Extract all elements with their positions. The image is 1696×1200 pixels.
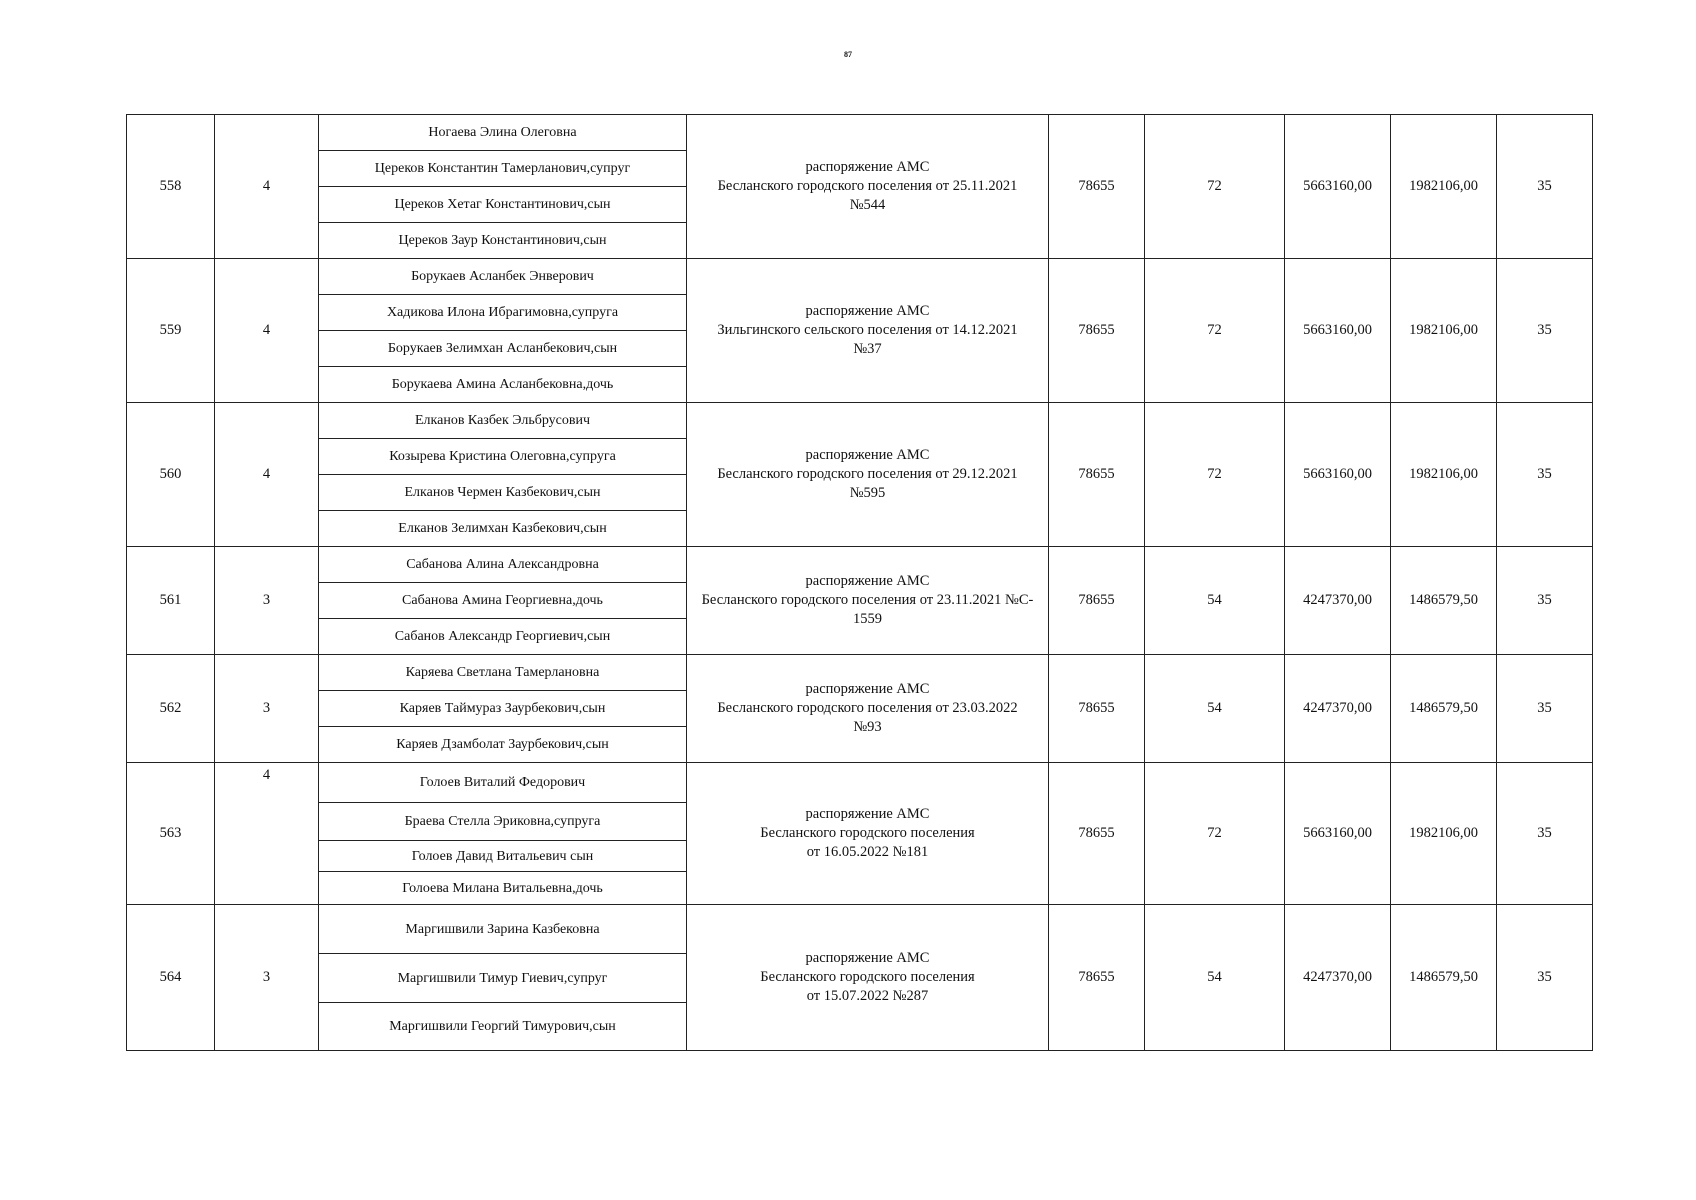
percent-cell: 35 (1497, 655, 1593, 763)
total-cost-cell: 5663160,00 (1285, 259, 1391, 403)
family-member-name: Сабанова Алина Александровна (319, 547, 687, 583)
subsidy-cell: 1982106,00 (1391, 763, 1497, 905)
row-number-cell: 558 (127, 115, 215, 259)
norm-cost-cell: 78655 (1049, 403, 1145, 547)
decree-cell (687, 259, 1049, 403)
area-cell: 72 (1145, 403, 1285, 547)
area-cell: 72 (1145, 115, 1285, 259)
row-number-cell: 564 (127, 905, 215, 1051)
member-count-cell (215, 259, 319, 403)
area-cell: 72 (1145, 259, 1285, 403)
member-count-cell (215, 763, 319, 905)
area-cell: 54 (1145, 905, 1285, 1051)
table-body (127, 115, 1593, 1051)
subsidy-cell: 1982106,00 (1391, 403, 1497, 547)
percent-cell: 35 (1497, 259, 1593, 403)
member-count-cell (215, 403, 319, 547)
area-cell: 54 (1145, 655, 1285, 763)
table-row (127, 115, 1593, 151)
decree-cell (687, 763, 1049, 905)
member-count: 3 (262, 969, 271, 985)
subsidy-cell: 1982106,00 (1391, 115, 1497, 259)
decree-cell (687, 547, 1049, 655)
decree-line: Бесланского городского поселения от 29.12.2021 (717, 466, 1018, 482)
table-row (127, 547, 1593, 583)
decree-cell (687, 905, 1049, 1051)
family-member-name: Сабанова Амина Георгиевна,дочь (319, 583, 687, 619)
decree-line: №595 (849, 485, 886, 501)
subsidy-cell: 1486579,50 (1391, 905, 1497, 1051)
total-cost-cell: 4247370,00 (1285, 905, 1391, 1051)
table-row (127, 655, 1593, 691)
family-member-name: Борукаев Зелимхан Асланбекович,сын (319, 331, 687, 367)
decree-cell (687, 115, 1049, 259)
family-member-name: Хадикова Илона Ибрагимовна,супруга (319, 295, 687, 331)
decree-cell (687, 655, 1049, 763)
family-member-name: Каряева Светлана Тамерлановна (319, 655, 687, 691)
norm-cost-cell: 78655 (1049, 115, 1145, 259)
family-member-name: Маргишвили Зарина Казбековна (319, 905, 687, 954)
family-member-name: Маргишвили Тимур Гиевич,супруг (319, 954, 687, 1003)
family-member-name: Елканов Казбек Эльбрусович (319, 403, 687, 439)
decree-line: от 15.07.2022 №287 (806, 988, 929, 1004)
decree-line: Зильгинского сельского поселения от 14.12.2021 (717, 322, 1018, 338)
family-member-name: Козырева Кристина Олеговна,супруга (319, 439, 687, 475)
norm-cost-cell: 78655 (1049, 547, 1145, 655)
norm-cost-cell: 78655 (1049, 259, 1145, 403)
total-cost-cell: 5663160,00 (1285, 115, 1391, 259)
decree-line: распоряжение АМС (805, 573, 930, 589)
decree-line: распоряжение АМС (805, 303, 930, 319)
family-member-name: Борукаева Амина Асланбековна,дочь (319, 367, 687, 403)
registry-table (126, 114, 1593, 1051)
subsidy-cell: 1486579,50 (1391, 547, 1497, 655)
table-row (127, 259, 1593, 295)
member-count: 4 (262, 466, 271, 482)
row-number-cell: 559 (127, 259, 215, 403)
family-member-name: Каряев Дзамболат Заурбекович,сын (319, 727, 687, 763)
percent-cell: 35 (1497, 547, 1593, 655)
percent-cell: 35 (1497, 403, 1593, 547)
family-member-name: Браева Стелла Эриковна,супруга (319, 803, 687, 841)
decree-line: распоряжение АМС (805, 447, 930, 463)
member-count: 3 (262, 592, 271, 608)
total-cost-cell: 5663160,00 (1285, 763, 1391, 905)
decree-line: распоряжение АМС (805, 159, 930, 175)
family-member-name: Елканов Зелимхан Казбекович,сын (319, 511, 687, 547)
member-count: 4 (262, 178, 271, 194)
subsidy-cell: 1982106,00 (1391, 259, 1497, 403)
table-row (127, 403, 1593, 439)
area-cell: 72 (1145, 763, 1285, 905)
decree-line: №544 (849, 197, 886, 213)
family-member-name: Голоев Давид Витальевич сын (319, 841, 687, 872)
norm-cost-cell: 78655 (1049, 763, 1145, 905)
total-cost-cell: 5663160,00 (1285, 403, 1391, 547)
member-count-cell (215, 547, 319, 655)
decree-line: распоряжение АМС (805, 681, 930, 697)
row-number-cell: 563 (127, 763, 215, 905)
member-count-cell (215, 655, 319, 763)
family-member-name: Борукаев Асланбек Энверович (319, 259, 687, 295)
decree-line: №37 (853, 341, 882, 357)
member-count: 3 (262, 700, 271, 716)
family-member-name: Маргишвили Георгий Тимурович,сын (319, 1003, 687, 1051)
decree-line: от 16.05.2022 №181 (806, 844, 929, 860)
decree-cell (687, 403, 1049, 547)
decree-line: распоряжение АМС (805, 950, 930, 966)
total-cost-cell: 4247370,00 (1285, 547, 1391, 655)
percent-cell: 35 (1497, 905, 1593, 1051)
family-member-name: Каряев Таймураз Заурбекович,сын (319, 691, 687, 727)
percent-cell: 35 (1497, 763, 1593, 905)
family-member-name: Цереков Хетаг Константинович,сын (319, 187, 687, 223)
row-number-cell: 560 (127, 403, 215, 547)
subsidy-cell: 1486579,50 (1391, 655, 1497, 763)
total-cost-cell: 4247370,00 (1285, 655, 1391, 763)
decree-line: Бесланского городского поселения (760, 969, 975, 985)
member-count-cell (215, 115, 319, 259)
decree-line: 1559 (853, 611, 882, 627)
family-member-name: Цереков Заур Константинович,сын (319, 223, 687, 259)
decree-line: Бесланского городского поселения от 25.11.2021 (717, 178, 1018, 194)
page-number: 87 (844, 50, 852, 59)
member-count-cell (215, 905, 319, 1051)
family-member-name: Сабанов Александр Георгиевич,сын (319, 619, 687, 655)
norm-cost-cell: 78655 (1049, 655, 1145, 763)
family-member-name: Голоева Милана Витальевна,дочь (319, 872, 687, 905)
row-number-cell: 562 (127, 655, 215, 763)
row-number-cell: 561 (127, 547, 215, 655)
decree-line: №93 (853, 719, 882, 735)
family-member-name: Елканов Чермен Казбекович,сын (319, 475, 687, 511)
family-member-name: Голоев Виталий Федорович (319, 763, 687, 803)
member-count: 4 (262, 322, 271, 338)
area-cell: 54 (1145, 547, 1285, 655)
norm-cost-cell: 78655 (1049, 905, 1145, 1051)
percent-cell: 35 (1497, 115, 1593, 259)
decree-line: распоряжение АМС (805, 806, 930, 822)
family-member-name: Цереков Константин Тамерланович,супруг (319, 151, 687, 187)
decree-line: Бесланского городского поселения от 23.03.2022 (717, 700, 1018, 716)
decree-line: Бесланского городского поселения от 23.11.2021 №С- (701, 592, 1034, 608)
table-row (127, 905, 1593, 954)
member-count: 4 (262, 767, 271, 783)
family-member-name: Ногаева Элина Олеговна (319, 115, 687, 151)
decree-line: Бесланского городского поселения (760, 825, 975, 841)
table-row (127, 763, 1593, 803)
